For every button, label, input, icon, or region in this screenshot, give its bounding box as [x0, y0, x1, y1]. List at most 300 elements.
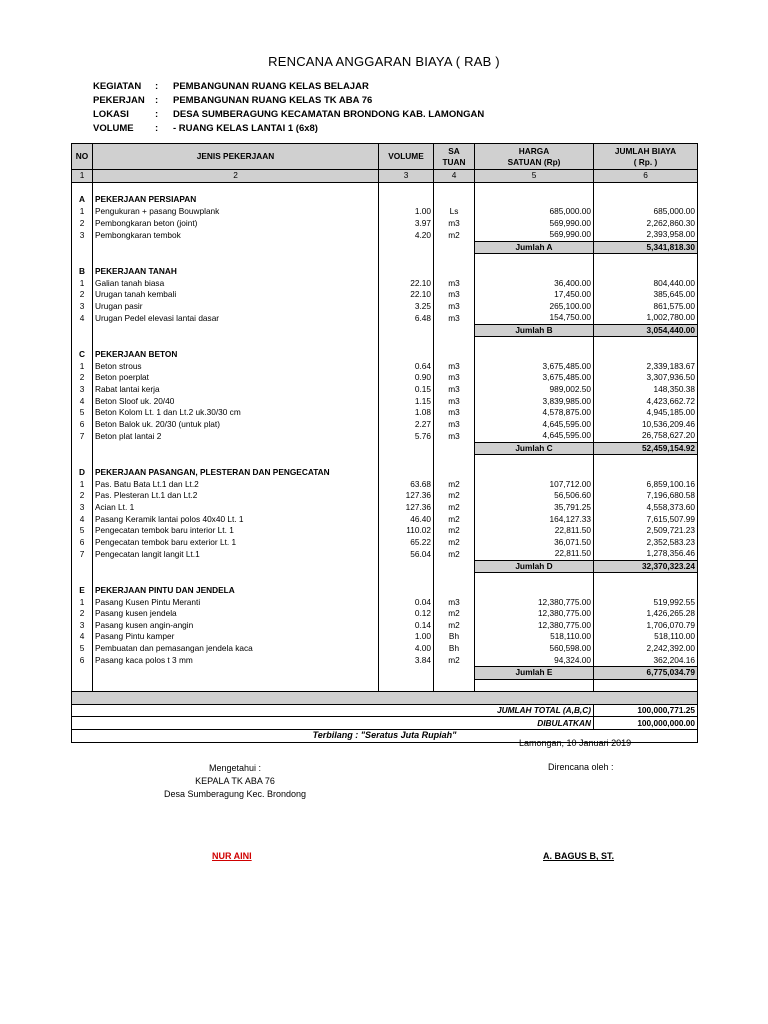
item-no: 4 [72, 631, 93, 643]
column-number: 5 [475, 170, 594, 183]
section-code: D [72, 467, 93, 479]
item-no: 1 [72, 361, 93, 373]
blank-row [72, 337, 698, 349]
blank-row [72, 182, 698, 194]
section-code: B [72, 266, 93, 278]
item-total: 2,393,958.00 [594, 229, 698, 241]
item-name: Pengukuran + pasang Bouwplank [93, 206, 379, 218]
item-no: 2 [72, 490, 93, 502]
item-total: 6,859,100.16 [594, 478, 698, 490]
item-unit: Ls [434, 206, 475, 218]
item-unit: m2 [434, 513, 475, 525]
info-row [93, 108, 484, 122]
item-name: Urugan Pedel elevasi lantai dasar [93, 312, 379, 324]
item-total: 7,615,507.99 [594, 513, 698, 525]
item-unit: m3 [434, 277, 475, 289]
item-no: 3 [72, 384, 93, 396]
item-no: 3 [72, 620, 93, 632]
item-volume: 0.90 [379, 372, 434, 384]
table-cell [379, 573, 434, 585]
info-value: - RUANG KELAS LANTAI 1 (6x8) [173, 123, 318, 134]
table-cell [93, 455, 379, 467]
document-title: RENCANA ANGGARAN BIAYA ( RAB ) [268, 54, 500, 69]
item-volume: 5.76 [379, 430, 434, 442]
table-cell [379, 679, 434, 692]
item-volume: 110.02 [379, 525, 434, 537]
table-cell [93, 442, 379, 455]
table-row [72, 229, 698, 241]
table-cell [72, 455, 93, 467]
item-unit: m2 [434, 478, 475, 490]
item-unit-price: 36,071.50 [475, 536, 594, 548]
table-cell [434, 467, 475, 479]
right-signature-block: Direncana oleh : [548, 762, 614, 772]
item-name: Pasang kusen angin-angin [93, 620, 379, 632]
column-number: 6 [594, 170, 698, 183]
item-volume: 22.10 [379, 289, 434, 301]
item-unit: m3 [434, 217, 475, 229]
item-total: 10,536,209.46 [594, 418, 698, 430]
table-cell [475, 585, 594, 597]
column-number-row [72, 170, 698, 183]
item-volume: 4.20 [379, 229, 434, 241]
info-sep: : [155, 81, 159, 92]
item-no: 5 [72, 643, 93, 655]
table-cell [434, 666, 475, 679]
section-header-row [72, 349, 698, 361]
table-cell [72, 324, 93, 337]
table-row [72, 620, 698, 632]
section-code: E [72, 585, 93, 597]
table-row [72, 502, 698, 514]
item-volume: 1.00 [379, 631, 434, 643]
table-cell [475, 573, 594, 585]
item-name: Beton Balok uk. 20/30 (untuk plat) [93, 418, 379, 430]
item-name: Urugan tanah kembali [93, 289, 379, 301]
table-cell [379, 194, 434, 206]
item-no: 3 [72, 502, 93, 514]
item-name: Pembongkaran beton (joint) [93, 217, 379, 229]
item-name: Pengecatan langit langit Lt.1 [93, 548, 379, 560]
table-cell [434, 679, 475, 692]
item-name: Pas. Batu Bata Lt.1 dan Lt.2 [93, 478, 379, 490]
table-cell [434, 455, 475, 467]
item-volume: 127.36 [379, 502, 434, 514]
table-cell [379, 585, 434, 597]
item-no: 3 [72, 301, 93, 313]
subtotal-row [72, 324, 698, 337]
project-info [93, 80, 484, 136]
item-unit: m2 [434, 229, 475, 241]
info-value: PEMBANGUNAN RUANG KELAS TK ABA 76 [173, 95, 373, 106]
table-cell [434, 442, 475, 455]
rounded-value: 100,000,000.00 [594, 717, 698, 730]
table-cell [72, 573, 93, 585]
item-name: Pasang Kusen Pintu Meranti [93, 596, 379, 608]
item-no: 4 [72, 513, 93, 525]
subtotal-value: 52,459,154.92 [594, 442, 698, 455]
table-row [72, 301, 698, 313]
header-volume: VOLUME [379, 144, 434, 170]
item-volume: 0.64 [379, 361, 434, 373]
item-unit: m2 [434, 525, 475, 537]
section-header-row [72, 194, 698, 206]
table-cell [434, 349, 475, 361]
item-name: Beton poerplat [93, 372, 379, 384]
table-cell [594, 194, 698, 206]
table-cell [434, 241, 475, 254]
info-key: VOLUME [93, 123, 134, 134]
item-unit: m3 [434, 312, 475, 324]
rounded-total-row [72, 717, 698, 730]
table-cell [379, 266, 434, 278]
item-volume: 127.36 [379, 490, 434, 502]
item-unit-price: 35,791.25 [475, 502, 594, 514]
table-cell [594, 266, 698, 278]
item-volume: 6.48 [379, 312, 434, 324]
item-volume: 0.15 [379, 384, 434, 396]
table-cell [72, 254, 93, 266]
column-number: 4 [434, 170, 475, 183]
table-cell [475, 349, 594, 361]
table-row [72, 407, 698, 419]
right-signer-name: A. BAGUS B, ST. [543, 851, 615, 861]
table-cell [434, 585, 475, 597]
info-sep: : [155, 109, 159, 120]
blank-row [72, 679, 698, 692]
item-unit-price: 3,675,485.00 [475, 361, 594, 373]
section-title: PEKERJAAN PASANGAN, PLESTERAN DAN PENGECATAN [93, 467, 379, 479]
column-number: 1 [72, 170, 93, 183]
subtotal-label: Jumlah A [475, 241, 594, 254]
table-cell [379, 349, 434, 361]
item-volume: 22.10 [379, 277, 434, 289]
item-total: 2,339,183.67 [594, 361, 698, 373]
item-unit: m2 [434, 548, 475, 560]
section-title: PEKERJAAN TANAH [93, 266, 379, 278]
table-cell [475, 266, 594, 278]
item-volume: 4.00 [379, 643, 434, 655]
grand-total-label: JUMLAH TOTAL (A,B,C) [72, 704, 594, 717]
table-cell [93, 324, 379, 337]
item-unit-price: 22,811.50 [475, 525, 594, 537]
item-unit-price: 989,002.50 [475, 384, 594, 396]
item-unit: m2 [434, 536, 475, 548]
table-cell [72, 679, 93, 692]
table-row [72, 430, 698, 442]
table-cell [72, 692, 698, 705]
table-cell [379, 324, 434, 337]
table-cell [594, 679, 698, 692]
item-unit-price: 17,450.00 [475, 289, 594, 301]
item-unit: m3 [434, 301, 475, 313]
item-total: 1,002,780.00 [594, 312, 698, 324]
table-cell [475, 194, 594, 206]
subtotal-row [72, 442, 698, 455]
item-unit: m3 [434, 407, 475, 419]
info-key: PEKERJAN [93, 95, 145, 106]
table-cell [93, 337, 379, 349]
table-cell [594, 467, 698, 479]
table-cell [594, 455, 698, 467]
table-cell [72, 666, 93, 679]
table-cell [93, 573, 379, 585]
table-row [72, 418, 698, 430]
item-total: 685,000.00 [594, 206, 698, 218]
item-name: Beton plat lantai 2 [93, 430, 379, 442]
item-unit-price: 569,990.00 [475, 217, 594, 229]
item-volume: 0.14 [379, 620, 434, 632]
item-total: 4,558,373.60 [594, 502, 698, 514]
table-row [72, 608, 698, 620]
item-total: 861,575.00 [594, 301, 698, 313]
info-key: LOKASI [93, 109, 129, 120]
item-name: Beton strous [93, 361, 379, 373]
table-cell [379, 337, 434, 349]
item-volume: 3.25 [379, 301, 434, 313]
item-unit-price: 22,811.50 [475, 548, 594, 560]
table-cell [93, 679, 379, 692]
item-total: 3,307,936.50 [594, 372, 698, 384]
item-no: 2 [72, 372, 93, 384]
info-value: PEMBANGUNAN RUANG KELAS BELAJAR [173, 81, 369, 92]
item-total: 4,423,662.72 [594, 395, 698, 407]
item-volume: 63.68 [379, 478, 434, 490]
table-cell [475, 254, 594, 266]
column-number: 3 [379, 170, 434, 183]
item-unit-price: 4,645,595.00 [475, 418, 594, 430]
table-row [72, 478, 698, 490]
table-header-row [72, 144, 698, 170]
item-unit-price: 107,712.00 [475, 478, 594, 490]
item-no: 6 [72, 654, 93, 666]
item-total: 1,426,265.28 [594, 608, 698, 620]
grand-total-row [72, 704, 698, 717]
table-row [72, 513, 698, 525]
section-title: PEKERJAAN BETON [93, 349, 379, 361]
item-unit-price: 4,578,875.00 [475, 407, 594, 419]
blank-row [72, 254, 698, 266]
item-total: 362,204.16 [594, 654, 698, 666]
item-total: 1,706,070.79 [594, 620, 698, 632]
table-row [72, 548, 698, 560]
item-name: Pasang Pintu kamper [93, 631, 379, 643]
info-sep: : [155, 95, 159, 106]
item-total: 148,350.38 [594, 384, 698, 396]
item-no: 5 [72, 407, 93, 419]
subtotal-label: Jumlah D [475, 560, 594, 573]
item-unit-price: 3,839,985.00 [475, 395, 594, 407]
item-unit-price: 12,380,775.00 [475, 608, 594, 620]
item-unit-price: 56,506.60 [475, 490, 594, 502]
item-name: Rabat lantai kerja [93, 384, 379, 396]
table-cell [93, 241, 379, 254]
item-total: 804,440.00 [594, 277, 698, 289]
item-no: 6 [72, 536, 93, 548]
item-unit: m3 [434, 361, 475, 373]
item-unit: m3 [434, 395, 475, 407]
table-cell [72, 337, 93, 349]
table-cell [594, 337, 698, 349]
subtotal-value: 32,370,323.24 [594, 560, 698, 573]
item-no: 1 [72, 596, 93, 608]
table-row [72, 596, 698, 608]
grand-total-value: 100,000,771.25 [594, 704, 698, 717]
table-cell [434, 560, 475, 573]
subtotal-row [72, 560, 698, 573]
item-volume: 1.08 [379, 407, 434, 419]
table-cell [434, 254, 475, 266]
item-volume: 0.12 [379, 608, 434, 620]
table-row [72, 277, 698, 289]
table-cell [475, 337, 594, 349]
table-cell [93, 666, 379, 679]
item-total: 7,196,680.58 [594, 490, 698, 502]
item-unit: m2 [434, 490, 475, 502]
item-name: Pasang kaca polos t 3 mm [93, 654, 379, 666]
table-cell [434, 266, 475, 278]
item-unit-price: 4,645,595.00 [475, 430, 594, 442]
separator-row [72, 692, 698, 705]
left-signer-name: NUR AINI [212, 851, 252, 861]
item-total: 1,278,356.46 [594, 548, 698, 560]
subtotal-row [72, 241, 698, 254]
table-cell [93, 182, 379, 194]
header-jenis: JENIS PEKERJAAN [93, 144, 379, 170]
item-total: 519,992.55 [594, 596, 698, 608]
item-name: Galian tanah biasa [93, 277, 379, 289]
table-cell [434, 324, 475, 337]
item-no: 5 [72, 525, 93, 537]
table-cell [379, 666, 434, 679]
item-unit-price: 36,400.00 [475, 277, 594, 289]
info-row [93, 122, 484, 136]
item-no: 4 [72, 395, 93, 407]
table-cell [434, 194, 475, 206]
document-date: Lamongan, 10 Januari 2019 [519, 738, 632, 748]
item-name: Pasang kusen jendela [93, 608, 379, 620]
info-key: KEGIATAN [93, 81, 142, 92]
table-row [72, 654, 698, 666]
table-cell [594, 182, 698, 194]
table-cell [93, 560, 379, 573]
item-volume: 56.04 [379, 548, 434, 560]
item-no: 7 [72, 548, 93, 560]
table-row [72, 312, 698, 324]
item-name: Pengecatan tembok baru exterior Lt. 1 [93, 536, 379, 548]
item-name: Beton Kolom Lt. 1 dan Lt.2 uk.30/30 cm [93, 407, 379, 419]
header-jumlah: JUMLAH BIAYA ( Rp. ) [594, 144, 698, 170]
item-unit-price: 265,100.00 [475, 301, 594, 313]
table-cell [475, 679, 594, 692]
item-volume: 2.27 [379, 418, 434, 430]
item-unit: m2 [434, 654, 475, 666]
item-unit-price: 518,110.00 [475, 631, 594, 643]
item-unit-price: 560,598.00 [475, 643, 594, 655]
table-cell [379, 182, 434, 194]
item-name: Pembongkaran tembok [93, 229, 379, 241]
item-unit-price: 685,000.00 [475, 206, 594, 218]
item-unit: m3 [434, 384, 475, 396]
section-code: C [72, 349, 93, 361]
header-satuan: SA TUAN [434, 144, 475, 170]
item-total: 385,645.00 [594, 289, 698, 301]
table-row [72, 361, 698, 373]
item-unit-price: 12,380,775.00 [475, 596, 594, 608]
item-total: 4,945,185.00 [594, 407, 698, 419]
table-cell [434, 182, 475, 194]
item-unit-price: 154,750.00 [475, 312, 594, 324]
rounded-label: DIBULATKAN [72, 717, 594, 730]
subtotal-value: 5,341,818.30 [594, 241, 698, 254]
budget-table [71, 143, 698, 743]
item-unit: m3 [434, 372, 475, 384]
table-row [72, 372, 698, 384]
item-no: 4 [72, 312, 93, 324]
item-no: 3 [72, 229, 93, 241]
header-harga: HARGA SATUAN (Rp) [475, 144, 594, 170]
item-total: 518,110.00 [594, 631, 698, 643]
subtotal-label: Jumlah B [475, 324, 594, 337]
table-row [72, 490, 698, 502]
item-unit-price: 569,990.00 [475, 229, 594, 241]
table-row [72, 643, 698, 655]
column-number: 2 [93, 170, 379, 183]
section-header-row [72, 467, 698, 479]
section-header-row [72, 266, 698, 278]
item-no: 6 [72, 418, 93, 430]
table-row [72, 384, 698, 396]
table-cell [379, 442, 434, 455]
item-unit-price: 164,127.33 [475, 513, 594, 525]
table-cell [93, 254, 379, 266]
item-total: 2,509,721.23 [594, 525, 698, 537]
item-volume: 46.40 [379, 513, 434, 525]
table-cell [379, 560, 434, 573]
item-unit: Bh [434, 643, 475, 655]
table-cell [434, 573, 475, 585]
item-volume: 0.04 [379, 596, 434, 608]
item-unit-price: 94,324.00 [475, 654, 594, 666]
table-row [72, 206, 698, 218]
table-cell [434, 337, 475, 349]
table-cell [379, 254, 434, 266]
header-no: NO [72, 144, 93, 170]
table-cell [72, 560, 93, 573]
table-row [72, 536, 698, 548]
section-header-row [72, 585, 698, 597]
table-cell [594, 573, 698, 585]
subtotal-value: 3,054,440.00 [594, 324, 698, 337]
item-total: 26,758,627.20 [594, 430, 698, 442]
section-title: PEKERJAAN PERSIAPAN [93, 194, 379, 206]
item-name: Pengecatan tembok baru interior Lt. 1 [93, 525, 379, 537]
item-no: 2 [72, 289, 93, 301]
blank-row [72, 455, 698, 467]
item-no: 1 [72, 478, 93, 490]
item-volume: 3.84 [379, 654, 434, 666]
table-row [72, 395, 698, 407]
spelled-total: Terbilang : "Seratus Juta Rupiah" [72, 729, 698, 742]
blank-row [72, 573, 698, 585]
item-name: Pembuatan dan pemasangan jendela kaca [93, 643, 379, 655]
table-cell [594, 254, 698, 266]
item-unit: Bh [434, 631, 475, 643]
item-no: 2 [72, 608, 93, 620]
item-no: 1 [72, 206, 93, 218]
item-volume: 3.97 [379, 217, 434, 229]
item-unit: m3 [434, 418, 475, 430]
